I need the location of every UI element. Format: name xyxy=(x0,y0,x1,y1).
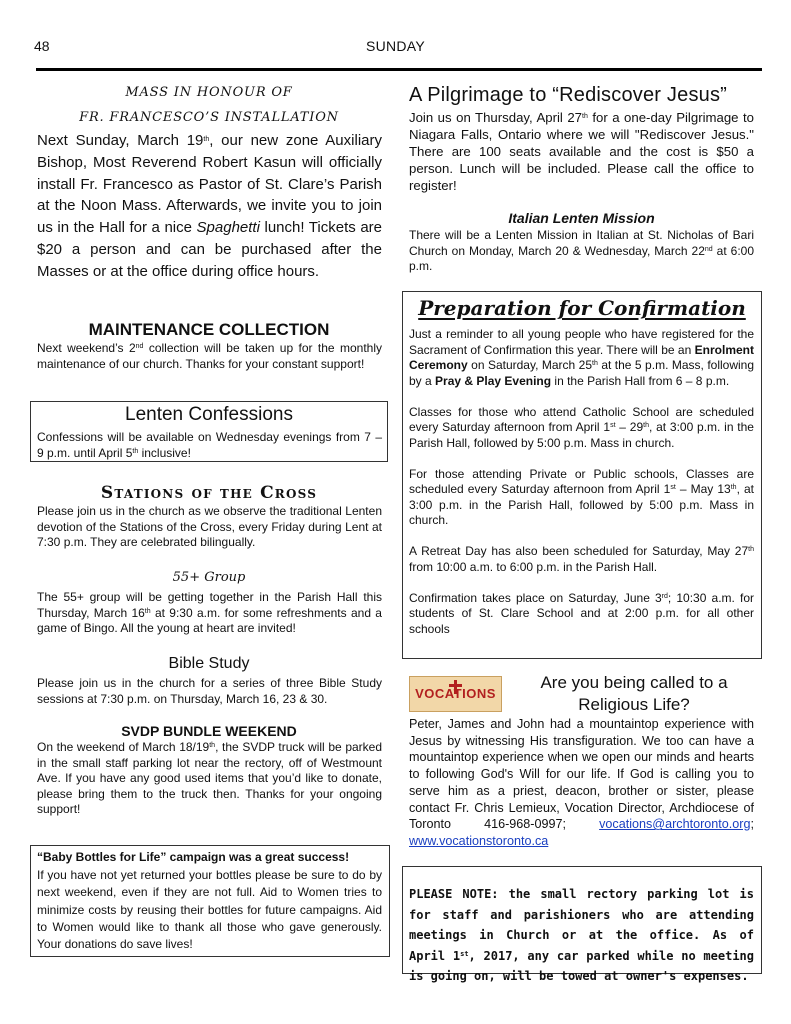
confirmation-para-2: Classes for those who attend Catholic School are scheduled every Saturday afternoon from April 1st – 29th, at 3:00 p.m. in the Parish Hall, followed by 5:00 p.m. Mass in church. xyxy=(409,404,754,450)
group55-heading: 55+ Group xyxy=(172,570,246,585)
svdp-text: On the weekend of March 18/19th, the SVDP truck will be parked in the small staff parking lot near the rectory, off of Westmount Ave. If you have any good used items that you’d like to donate, please bring them to the truck then. Thanks for your ongoing support! xyxy=(37,740,383,816)
stations-text: Please join us in the church as we observe the traditional Lenten devotion of the Stations of the Cross, every Friday during Lent at 7:30 p.m. They are celebrated bilingually. xyxy=(37,504,382,549)
group55-text: The 55+ group will be getting together in the Parish Hall this Thursday, March 16th at 9:30 a.m. for some refreshments and a game of Bingo. All the young at heart are invited! xyxy=(37,590,382,635)
spaghetti-word: Spaghetti xyxy=(196,219,260,237)
italian-mission-text: There will be a Lenten Mission in Italian at St. Nicholas of Bari Church on Monday, March 20 & Wednesday, March 22nd at 6:00 p.m. xyxy=(409,228,755,273)
vocations-heading: Are you being called to a Religious Life? xyxy=(540,673,728,714)
section-header: SUNDAY xyxy=(365,38,426,54)
confirmation-para-4: A Retreat Day has also been scheduled for Saturday, May 27th from 10:00 a.m. to 6:00 p.m. in the Parish Hall. xyxy=(409,544,754,574)
vocations-logo xyxy=(409,676,502,712)
vocations-email-link[interactable]: vocations@archtoronto.org xyxy=(599,817,751,832)
bible-study-heading: Bible Study xyxy=(168,655,250,672)
confirmation-para-5: Confirmation takes place on Saturday, June 3rd; 10:30 a.m. for students of St. Clare School and at 2:00 p.m. for all other schools xyxy=(409,590,754,636)
italian-mission-heading: Italian Lenten Mission xyxy=(508,210,655,226)
page-number: 48 xyxy=(34,38,50,54)
vocations-logo-text: VOCATIONS xyxy=(415,686,496,701)
baby-bottles-heading: “Baby Bottles for Life” campaign was a great success! xyxy=(37,850,350,864)
maintenance-text: Next weekend’s 2nd collection will be taken up for the monthly maintenance of our church. Thanks for your constant support! xyxy=(37,341,383,371)
vocations-text: Peter, James and John had a mountaintop experience with Jesus by witnessing His transfiguration. We too can have a mountaintop experience when we open our minds and hearts to following God's Will for our life. If God is calling you to serve him as a priest, deacon, brother or sister, please contact Fr. Chris Lemieux, Vocation Director, Archdiocese of Toronto 416-968-0997; vocations@archtoronto.org; www.vocationstoronto.ca xyxy=(409,717,754,848)
svdp-heading: SVDP BUNDLE WEEKEND xyxy=(121,723,297,739)
lenten-confessions-heading: Lenten Confessions xyxy=(125,404,293,425)
maintenance-heading: MAINTENANCE COLLECTION xyxy=(88,320,330,339)
pilgrimage-heading: A Pilgrimage to “Rediscover Jesus” xyxy=(409,84,728,106)
header-rule xyxy=(36,68,762,71)
confirmation-heading: Preparation for Confirmation xyxy=(418,296,746,320)
confirmation-para-1: Just a reminder to all young people who have registered for the Sacrament of Confirmation this year. There will be an Enrolment Ceremony on Saturday, March 25th at the 5 p.m. Mass, following by a Pray & Play Evening in the Parish Hall from 6 – 8 p.m. xyxy=(409,327,755,388)
confirmation-para-3: For those attending Private or Public schools, Classes are scheduled every Saturday afternoon from April 1st – May 13th, at 3:00 p.m. in the Parish Hall, followed by 5:00 p.m. Mass in church. xyxy=(409,466,754,527)
vocations-website-link[interactable]: www.vocationstoronto.ca xyxy=(409,833,549,848)
mass-heading xyxy=(36,80,382,130)
mass-heading-line1: MASS IN HONOUR OF xyxy=(125,85,293,100)
mass-text: Next Sunday, March 19th, our new zone Auxiliary Bishop, Most Reverend Robert Kasun will officially install Fr. Francesco as Pastor of St. Clare’s Parish at the Noon Mass. Afterwards, we invite you to join us in the Hall for a nice Spaghetti lunch! Tickets are $20 a person and can be purchased after the Masses or at the office during office hours. xyxy=(37,132,382,280)
pilgrimage-text: Join us on Thursday, April 27th for a one-day Pilgrimage to Niagara Falls, Ontario where we will "Rediscover Jesus." There are 100 seats available and the cost is $50 a person. Lunch will be included. Please call the office to register! xyxy=(409,110,754,193)
confirmation-body xyxy=(409,327,754,653)
lenten-confessions-text: Confessions will be available on Wednesday evenings from 7 – 9 p.m. until April 5th inclusive! xyxy=(37,430,382,460)
mass-heading-line2: FR. FRANCESCO’S INSTALLATION xyxy=(79,110,339,125)
parking-note-text: PLEASE NOTE: the small rectory parking lot is for staff and parishioners who are attending meetings in Church or at the office. As of April 1st, 2017, any car parked while no meeting is going on, will be towed at owner's expenses. xyxy=(409,887,754,983)
bible-study-text: Please join us in the church for a series of three Bible Study sessions at 7:30 p.m. on Thursday, March 16, 23 & 30. xyxy=(37,676,382,706)
baby-bottles-text: If you have not yet returned your bottles please be sure to do by next weekend, even if they are not full. Aid to Women tries to minimize costs by reusing their bottles for future campaigns. Aid to Women would like to thank all those who gave generously. Your donations do save lives! xyxy=(37,868,382,952)
stations-heading: Stations of the Cross xyxy=(100,483,318,503)
